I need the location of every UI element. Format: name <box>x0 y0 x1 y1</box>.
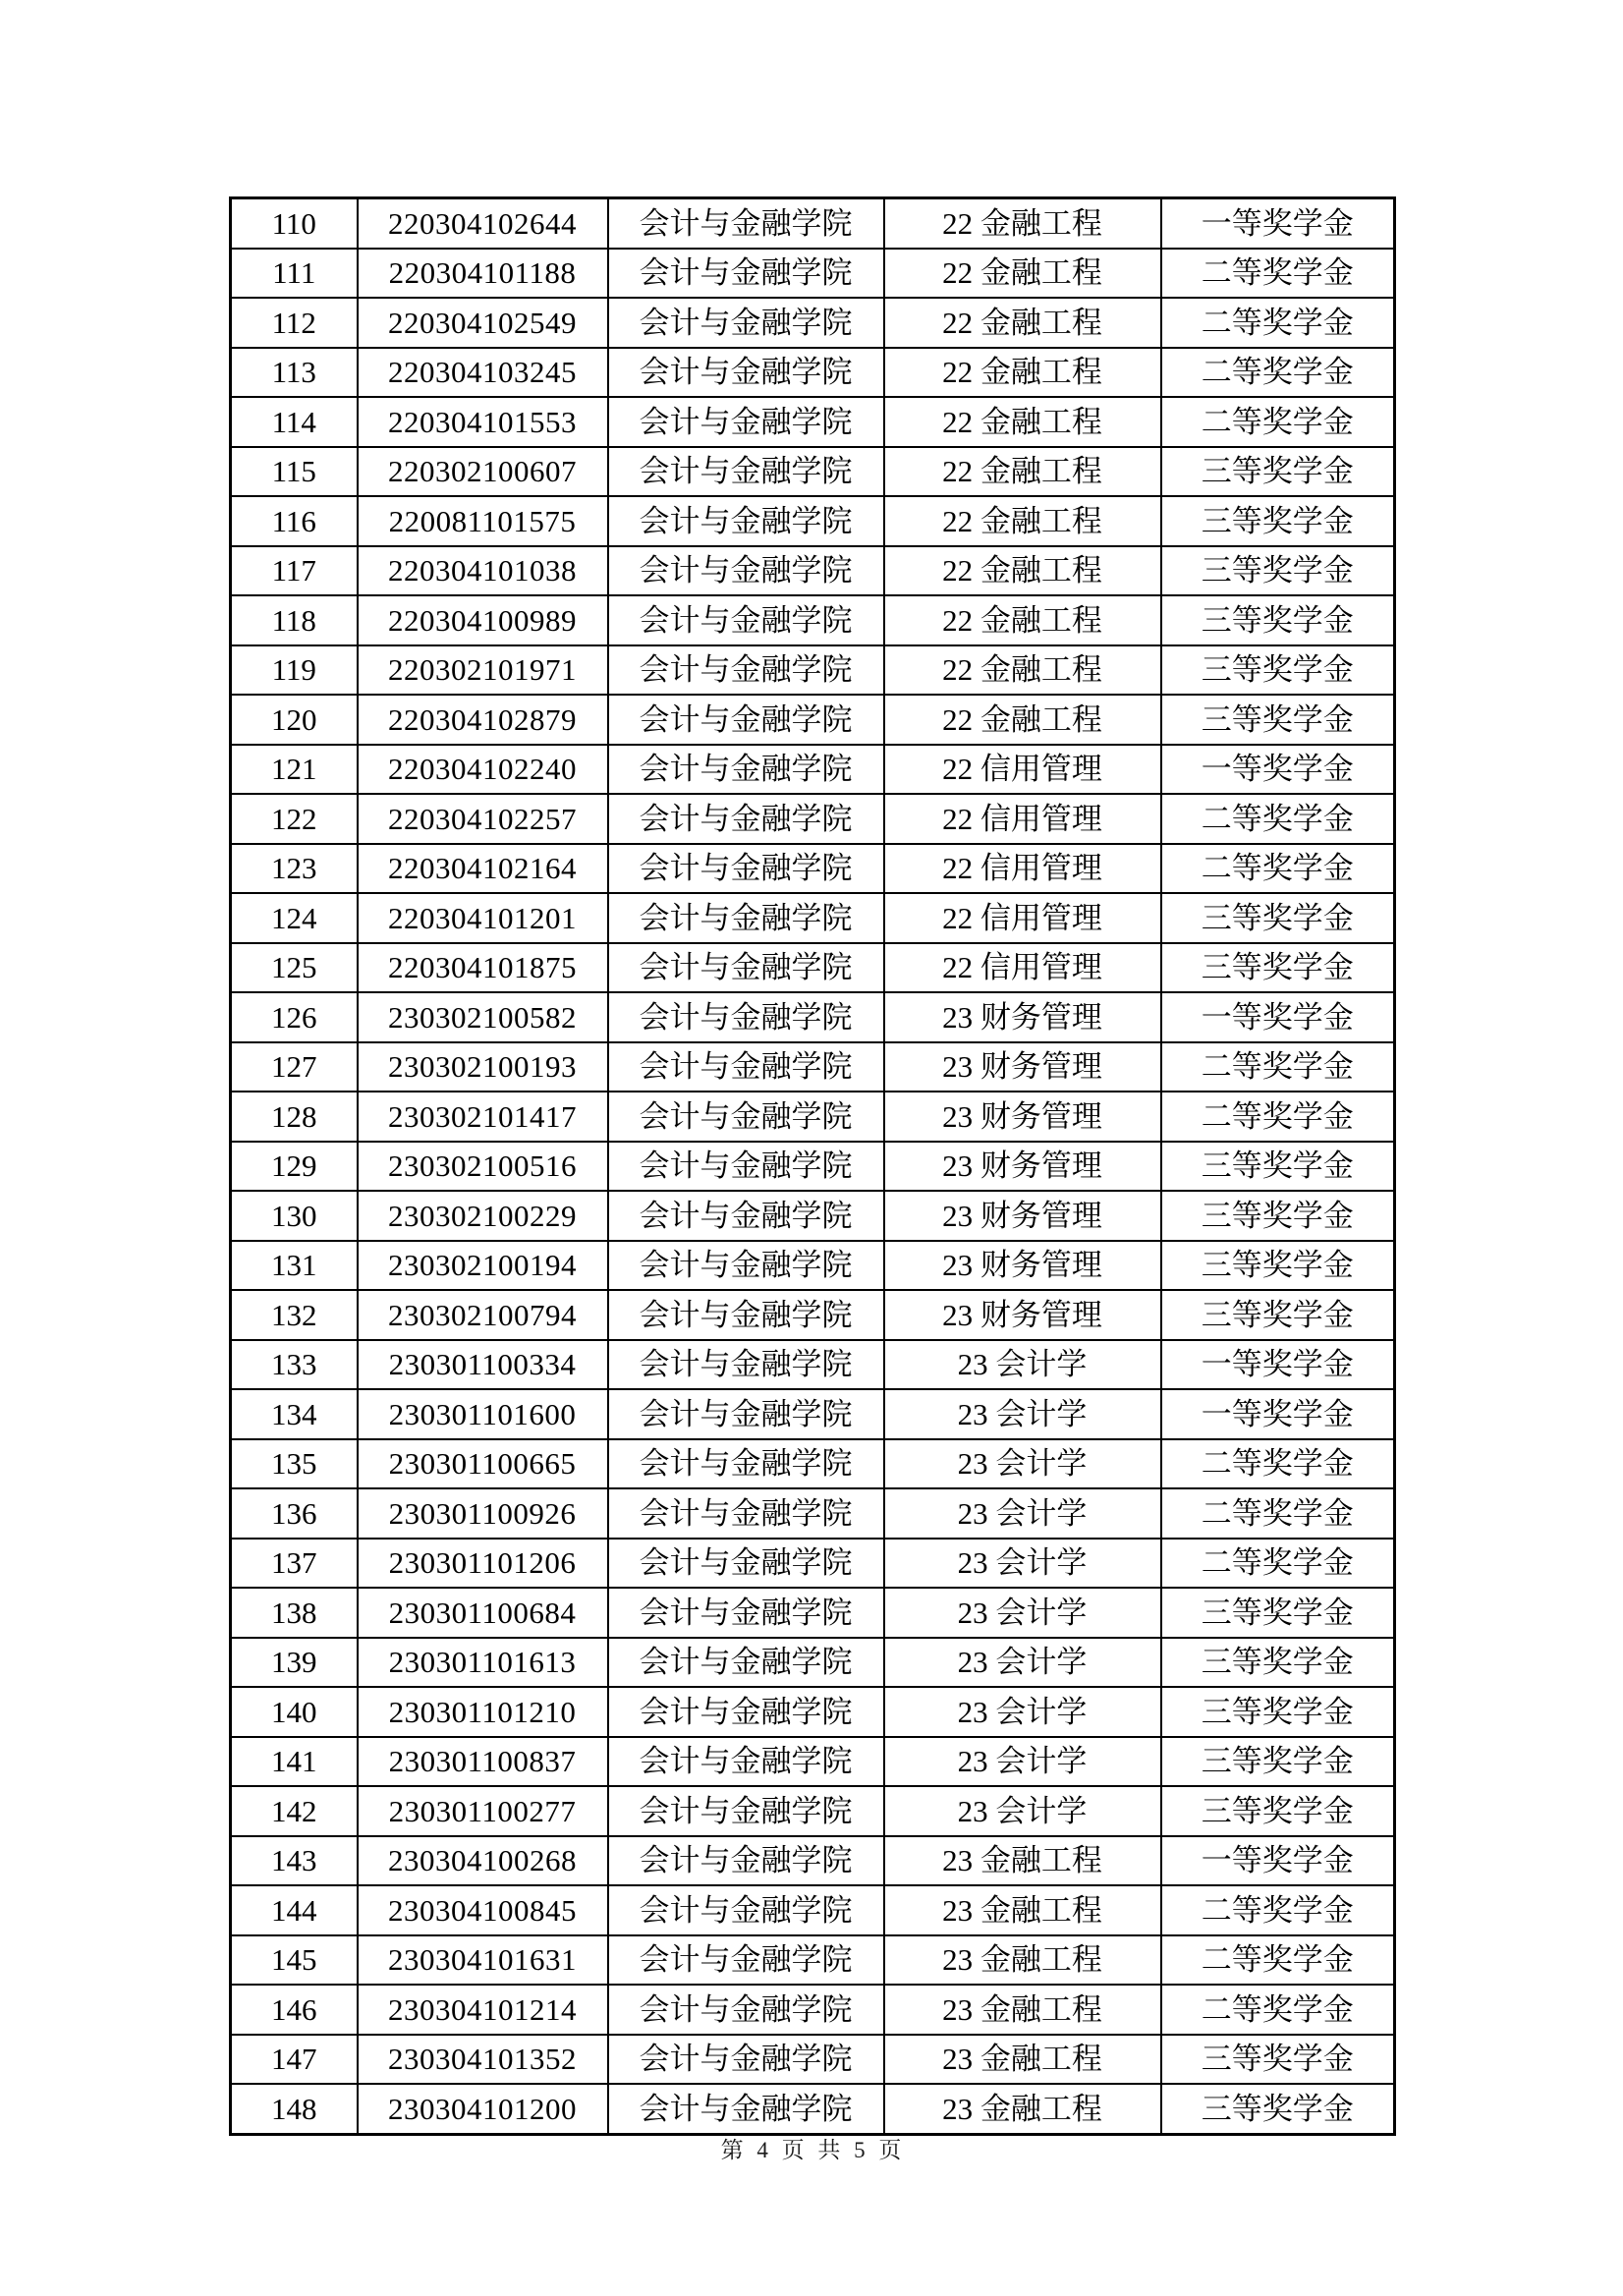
college-cell: 会计与金融学院 <box>608 645 884 696</box>
program-cell: 23 会计学 <box>884 1786 1161 1836</box>
table-row <box>231 2084 1395 2134</box>
table-row <box>231 794 1395 844</box>
table-row <box>231 397 1395 447</box>
college-cell: 会计与金融学院 <box>608 1241 884 1291</box>
college-cell: 会计与金融学院 <box>608 397 884 447</box>
program-cell: 23 金融工程 <box>884 1885 1161 1935</box>
program-cell: 23 财务管理 <box>884 992 1161 1042</box>
program-cell: 23 财务管理 <box>884 1042 1161 1092</box>
student-id-cell: 230302100794 <box>358 1290 608 1340</box>
award-cell: 三等奖学金 <box>1161 695 1395 745</box>
row-number-cell: 131 <box>231 1241 358 1291</box>
table-row <box>231 1389 1395 1439</box>
student-id-cell: 220304102644 <box>358 198 608 249</box>
program-cell: 23 金融工程 <box>884 1935 1161 1986</box>
table-row <box>231 844 1395 894</box>
student-id-cell: 230301101600 <box>358 1389 608 1439</box>
table-row <box>231 496 1395 546</box>
college-cell: 会计与金融学院 <box>608 1092 884 1142</box>
student-id-cell: 230302100582 <box>358 992 608 1042</box>
college-cell: 会计与金融学院 <box>608 249 884 299</box>
student-id-cell: 220304102879 <box>358 695 608 745</box>
table-row <box>231 1737 1395 1787</box>
program-cell: 23 会计学 <box>884 1439 1161 1489</box>
table-row <box>231 1539 1395 1589</box>
college-cell: 会计与金融学院 <box>608 2084 884 2134</box>
row-number-cell: 114 <box>231 397 358 447</box>
program-cell: 22 金融工程 <box>884 198 1161 249</box>
table-row <box>231 992 1395 1042</box>
student-id-cell: 230302100516 <box>358 1142 608 1192</box>
program-cell: 23 会计学 <box>884 1340 1161 1390</box>
college-cell: 会计与金融学院 <box>608 1687 884 1737</box>
table-row <box>231 1786 1395 1836</box>
college-cell: 会计与金融学院 <box>608 348 884 398</box>
student-id-cell: 220304101875 <box>358 943 608 993</box>
program-cell: 23 财务管理 <box>884 1092 1161 1142</box>
student-id-cell: 230301100277 <box>358 1786 608 1836</box>
row-number-cell: 146 <box>231 1985 358 2035</box>
college-cell: 会计与金融学院 <box>608 1142 884 1192</box>
row-number-cell: 125 <box>231 943 358 993</box>
award-cell: 三等奖学金 <box>1161 1638 1395 1688</box>
award-cell: 二等奖学金 <box>1161 1092 1395 1142</box>
row-number-cell: 133 <box>231 1340 358 1390</box>
table-row <box>231 198 1395 249</box>
row-number-cell: 148 <box>231 2084 358 2134</box>
college-cell: 会计与金融学院 <box>608 1588 884 1638</box>
student-id-cell: 230302101417 <box>358 1092 608 1142</box>
award-cell: 二等奖学金 <box>1161 1439 1395 1489</box>
program-cell: 23 金融工程 <box>884 1985 1161 2035</box>
program-cell: 22 金融工程 <box>884 695 1161 745</box>
student-id-cell: 230301100684 <box>358 1588 608 1638</box>
award-cell: 三等奖学金 <box>1161 595 1395 645</box>
student-id-cell: 230301100926 <box>358 1488 608 1539</box>
student-id-cell: 230304100268 <box>358 1836 608 1886</box>
award-cell: 一等奖学金 <box>1161 1389 1395 1439</box>
row-number-cell: 130 <box>231 1191 358 1241</box>
award-cell: 二等奖学金 <box>1161 794 1395 844</box>
row-number-cell: 142 <box>231 1786 358 1836</box>
table-row <box>231 1439 1395 1489</box>
college-cell: 会计与金融学院 <box>608 1539 884 1589</box>
table-row <box>231 1241 1395 1291</box>
table-row <box>231 943 1395 993</box>
table-row <box>231 1935 1395 1986</box>
row-number-cell: 111 <box>231 249 358 299</box>
college-cell: 会计与金融学院 <box>608 695 884 745</box>
award-cell: 三等奖学金 <box>1161 1737 1395 1787</box>
college-cell: 会计与金融学院 <box>608 1935 884 1986</box>
program-cell: 22 金融工程 <box>884 447 1161 497</box>
college-cell: 会计与金融学院 <box>608 844 884 894</box>
row-number-cell: 143 <box>231 1836 358 1886</box>
award-cell: 二等奖学金 <box>1161 249 1395 299</box>
row-number-cell: 110 <box>231 198 358 249</box>
award-cell: 三等奖学金 <box>1161 893 1395 943</box>
college-cell: 会计与金融学院 <box>608 1737 884 1787</box>
row-number-cell: 145 <box>231 1935 358 1986</box>
award-cell: 一等奖学金 <box>1161 1340 1395 1390</box>
college-cell: 会计与金融学院 <box>608 745 884 795</box>
table-row <box>231 1836 1395 1886</box>
award-cell: 三等奖学金 <box>1161 1191 1395 1241</box>
student-id-cell: 220304103245 <box>358 348 608 398</box>
row-number-cell: 135 <box>231 1439 358 1489</box>
award-cell: 三等奖学金 <box>1161 2035 1395 2085</box>
award-cell: 三等奖学金 <box>1161 447 1395 497</box>
program-cell: 23 会计学 <box>884 1588 1161 1638</box>
student-id-cell: 220304101553 <box>358 397 608 447</box>
program-cell: 23 财务管理 <box>884 1290 1161 1340</box>
student-id-cell: 220302100607 <box>358 447 608 497</box>
award-cell: 二等奖学金 <box>1161 1042 1395 1092</box>
row-number-cell: 139 <box>231 1638 358 1688</box>
student-id-cell: 230301100665 <box>358 1439 608 1489</box>
college-cell: 会计与金融学院 <box>608 1290 884 1340</box>
student-id-cell: 230301100837 <box>358 1737 608 1787</box>
table-row <box>231 645 1395 696</box>
college-cell: 会计与金融学院 <box>608 1638 884 1688</box>
student-id-cell: 220302101971 <box>358 645 608 696</box>
row-number-cell: 116 <box>231 496 358 546</box>
college-cell: 会计与金融学院 <box>608 496 884 546</box>
college-cell: 会计与金融学院 <box>608 198 884 249</box>
table-row <box>231 2035 1395 2085</box>
award-cell: 二等奖学金 <box>1161 1488 1395 1539</box>
student-id-cell: 220304102240 <box>358 745 608 795</box>
award-cell: 二等奖学金 <box>1161 844 1395 894</box>
row-number-cell: 127 <box>231 1042 358 1092</box>
student-id-cell: 230304101352 <box>358 2035 608 2085</box>
page-number-footer: 第 4 页 共 5 页 <box>720 2138 903 2162</box>
row-number-cell: 117 <box>231 546 358 596</box>
college-cell: 会计与金融学院 <box>608 595 884 645</box>
program-cell: 23 财务管理 <box>884 1241 1161 1291</box>
award-cell: 三等奖学金 <box>1161 496 1395 546</box>
row-number-cell: 128 <box>231 1092 358 1142</box>
student-id-cell: 230302100194 <box>358 1241 608 1291</box>
program-cell: 22 金融工程 <box>884 496 1161 546</box>
row-number-cell: 137 <box>231 1539 358 1589</box>
college-cell: 会计与金融学院 <box>608 1836 884 1886</box>
award-cell: 二等奖学金 <box>1161 298 1395 348</box>
program-cell: 22 信用管理 <box>884 943 1161 993</box>
award-cell: 二等奖学金 <box>1161 348 1395 398</box>
table-row <box>231 249 1395 299</box>
table-row <box>231 1142 1395 1192</box>
award-cell: 三等奖学金 <box>1161 2084 1395 2134</box>
program-cell: 23 会计学 <box>884 1687 1161 1737</box>
program-cell: 23 财务管理 <box>884 1142 1161 1192</box>
student-id-cell: 220304101038 <box>358 546 608 596</box>
student-id-cell: 230301101206 <box>358 1539 608 1589</box>
row-number-cell: 119 <box>231 645 358 696</box>
program-cell: 22 信用管理 <box>884 745 1161 795</box>
student-id-cell: 230304101214 <box>358 1985 608 2035</box>
award-cell: 一等奖学金 <box>1161 992 1395 1042</box>
scholarship-table <box>229 196 1396 2136</box>
award-cell: 二等奖学金 <box>1161 1985 1395 2035</box>
student-id-cell: 230304101200 <box>358 2084 608 2134</box>
award-cell: 三等奖学金 <box>1161 943 1395 993</box>
college-cell: 会计与金融学院 <box>608 1389 884 1439</box>
scholarship-table-body <box>231 198 1395 2135</box>
student-id-cell: 220304102549 <box>358 298 608 348</box>
program-cell: 23 会计学 <box>884 1737 1161 1787</box>
program-cell: 23 金融工程 <box>884 1836 1161 1886</box>
table-row <box>231 1638 1395 1688</box>
program-cell: 22 金融工程 <box>884 348 1161 398</box>
student-id-cell: 220304100989 <box>358 595 608 645</box>
program-cell: 22 信用管理 <box>884 844 1161 894</box>
row-number-cell: 118 <box>231 595 358 645</box>
student-id-cell: 230304101631 <box>358 1935 608 1986</box>
award-cell: 三等奖学金 <box>1161 1142 1395 1192</box>
college-cell: 会计与金融学院 <box>608 1042 884 1092</box>
table-row <box>231 695 1395 745</box>
student-id-cell: 220304102164 <box>358 844 608 894</box>
table-row <box>231 1191 1395 1241</box>
college-cell: 会计与金融学院 <box>608 1488 884 1539</box>
table-row <box>231 1488 1395 1539</box>
table-row <box>231 595 1395 645</box>
row-number-cell: 121 <box>231 745 358 795</box>
table-row <box>231 1290 1395 1340</box>
program-cell: 22 信用管理 <box>884 893 1161 943</box>
student-id-cell: 220304102257 <box>358 794 608 844</box>
student-id-cell: 220304101201 <box>358 893 608 943</box>
award-cell: 三等奖学金 <box>1161 1786 1395 1836</box>
table-row <box>231 745 1395 795</box>
student-id-cell: 230301100334 <box>358 1340 608 1390</box>
college-cell: 会计与金融学院 <box>608 794 884 844</box>
table-row <box>231 1687 1395 1737</box>
program-cell: 23 财务管理 <box>884 1191 1161 1241</box>
student-id-cell: 230301101210 <box>358 1687 608 1737</box>
college-cell: 会计与金融学院 <box>608 2035 884 2085</box>
table-row <box>231 1042 1395 1092</box>
college-cell: 会计与金融学院 <box>608 298 884 348</box>
program-cell: 22 金融工程 <box>884 645 1161 696</box>
table-row <box>231 1092 1395 1142</box>
table-row <box>231 1340 1395 1390</box>
college-cell: 会计与金融学院 <box>608 1439 884 1489</box>
row-number-cell: 124 <box>231 893 358 943</box>
award-cell: 二等奖学金 <box>1161 397 1395 447</box>
table-row <box>231 1588 1395 1638</box>
college-cell: 会计与金融学院 <box>608 893 884 943</box>
program-cell: 23 会计学 <box>884 1638 1161 1688</box>
program-cell: 23 会计学 <box>884 1488 1161 1539</box>
table-row <box>231 546 1395 596</box>
award-cell: 三等奖学金 <box>1161 1687 1395 1737</box>
row-number-cell: 120 <box>231 695 358 745</box>
award-cell: 二等奖学金 <box>1161 1935 1395 1986</box>
table-row <box>231 893 1395 943</box>
table-row <box>231 348 1395 398</box>
program-cell: 23 会计学 <box>884 1539 1161 1589</box>
row-number-cell: 126 <box>231 992 358 1042</box>
row-number-cell: 113 <box>231 348 358 398</box>
row-number-cell: 141 <box>231 1737 358 1787</box>
award-cell: 一等奖学金 <box>1161 1836 1395 1886</box>
row-number-cell: 112 <box>231 298 358 348</box>
row-number-cell: 140 <box>231 1687 358 1737</box>
table-row <box>231 1885 1395 1935</box>
student-id-cell: 230302100229 <box>358 1191 608 1241</box>
college-cell: 会计与金融学院 <box>608 546 884 596</box>
college-cell: 会计与金融学院 <box>608 943 884 993</box>
college-cell: 会计与金融学院 <box>608 1191 884 1241</box>
award-cell: 三等奖学金 <box>1161 1588 1395 1638</box>
program-cell: 23 金融工程 <box>884 2035 1161 2085</box>
award-cell: 一等奖学金 <box>1161 198 1395 249</box>
college-cell: 会计与金融学院 <box>608 1340 884 1390</box>
row-number-cell: 115 <box>231 447 358 497</box>
student-id-cell: 220081101575 <box>358 496 608 546</box>
program-cell: 22 金融工程 <box>884 546 1161 596</box>
program-cell: 23 金融工程 <box>884 2084 1161 2134</box>
row-number-cell: 138 <box>231 1588 358 1638</box>
program-cell: 22 金融工程 <box>884 298 1161 348</box>
program-cell: 23 会计学 <box>884 1389 1161 1439</box>
college-cell: 会计与金融学院 <box>608 1786 884 1836</box>
award-cell: 二等奖学金 <box>1161 1885 1395 1935</box>
row-number-cell: 123 <box>231 844 358 894</box>
table-row <box>231 1985 1395 2035</box>
row-number-cell: 136 <box>231 1488 358 1539</box>
row-number-cell: 122 <box>231 794 358 844</box>
award-cell: 三等奖学金 <box>1161 546 1395 596</box>
award-cell: 二等奖学金 <box>1161 1539 1395 1589</box>
award-cell: 三等奖学金 <box>1161 645 1395 696</box>
college-cell: 会计与金融学院 <box>608 1985 884 2035</box>
student-id-cell: 220304101188 <box>358 249 608 299</box>
row-number-cell: 132 <box>231 1290 358 1340</box>
program-cell: 22 信用管理 <box>884 794 1161 844</box>
student-id-cell: 230302100193 <box>358 1042 608 1092</box>
row-number-cell: 144 <box>231 1885 358 1935</box>
row-number-cell: 147 <box>231 2035 358 2085</box>
program-cell: 22 金融工程 <box>884 595 1161 645</box>
award-cell: 三等奖学金 <box>1161 1290 1395 1340</box>
student-id-cell: 230301101613 <box>358 1638 608 1688</box>
table-row <box>231 298 1395 348</box>
program-cell: 22 金融工程 <box>884 249 1161 299</box>
row-number-cell: 129 <box>231 1142 358 1192</box>
student-id-cell: 230304100845 <box>358 1885 608 1935</box>
award-cell: 三等奖学金 <box>1161 1241 1395 1291</box>
college-cell: 会计与金融学院 <box>608 992 884 1042</box>
award-cell: 一等奖学金 <box>1161 745 1395 795</box>
college-cell: 会计与金融学院 <box>608 1885 884 1935</box>
college-cell: 会计与金融学院 <box>608 447 884 497</box>
row-number-cell: 134 <box>231 1389 358 1439</box>
table-row <box>231 447 1395 497</box>
program-cell: 22 金融工程 <box>884 397 1161 447</box>
